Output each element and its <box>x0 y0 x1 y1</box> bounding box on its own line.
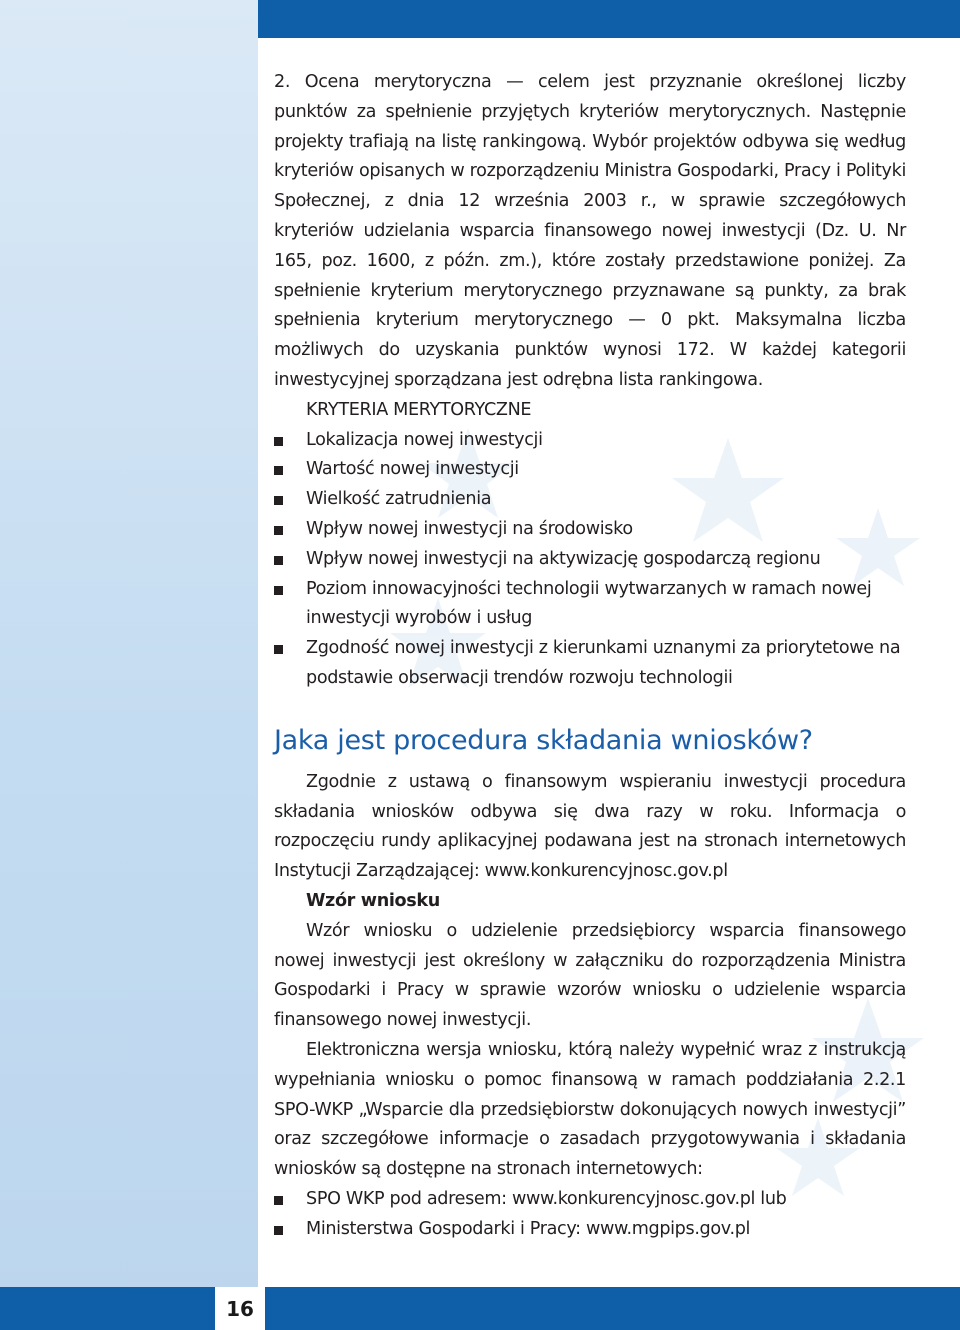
link-item-ministry: Ministerstwa Gospodarki i Pracy: www.mgpips.gov.pl <box>274 1215 906 1245</box>
top-header-bar <box>258 0 960 38</box>
criteria-item: Wpływ nowej inwestycji na środowisko <box>274 515 906 545</box>
criteria-heading: KRYTERIA MERYTORYCZNE <box>306 399 532 420</box>
criteria-item: Poziom innowacyjności technologii wytwarzanych w ramach nowej inwestycji wyrobów i usług <box>274 575 906 635</box>
intro-paragraph: 2. Ocena merytoryczna — celem jest przyznanie określonej liczby punktów za spełnienie przyjętych kryteriów merytorycznych. Następnie projekty trafiają na listę rankingową. Wybór projektów odbywa się według kryteriów opisanych w rozporządzeniu Ministra Gospodarki, Pracy i Polityki Społecznej, z dnia 12 września 2003 r., w sprawie szczegółowych kryteriów udzielania wsparcia finansowego nowej inwestycji (Dz. U. Nr 165, poz. 1600, z późn. zm.), które zostały przedstawione poniżej. Za spełnienie kryterium merytorycznego przyznawane są punkty, za brak spełnienia kryterium merytorycznego — 0 pkt. Maksymalna liczba możliwych do uzyskania punktów wynosi 172. W każdej kategorii inwestycyjnej sporządzana jest odrębna lista rankingowa. <box>274 72 906 390</box>
link-item-spo-wkp: SPO WKP pod adresem: www.konkurencyjnosc.gov.pl lub <box>274 1185 906 1215</box>
criteria-item: Zgodność nowej inwestycji z kierunkami uznanymi za priorytetowe na podstawie obserwacji trendów rozwoju technologii <box>274 634 906 694</box>
electronic-version-paragraph: Elektroniczna wersja wniosku, którą należy wypełnić wraz z instrukcją wypełniania wniosku o pomoc finansową w ramach poddziałania 2.2.1 SPO-WKP „Wsparcie dla przedsiębiorstw dokonujących nowych inwestycji” oraz szczegółowe informacje o zasadach przygotowywania i składania wniosków są dostępne na stronach internetowych: <box>274 1039 906 1180</box>
criteria-item: Wpływ nowej inwestycji na aktywizację gospodarczą regionu <box>274 545 906 575</box>
section-title: Jaka jest procedura składania wniosków? <box>274 724 813 756</box>
links-list <box>274 1185 906 1245</box>
page-number: 16 <box>215 1287 265 1330</box>
bottom-footer-bar <box>0 1287 960 1330</box>
left-sidebar-band <box>0 0 258 1330</box>
criteria-list <box>274 426 906 694</box>
criteria-item: Wielkość zatrudnienia <box>274 485 906 515</box>
page-content <box>274 68 906 1244</box>
form-paragraph: Wzór wniosku o udzielenie przedsiębiorcy wsparcia finansowego nowej inwestycji jest określony w załączniku do rozporządzenia Ministra Gospodarki i Pracy w sprawie wzorów wniosku o udzielenie wsparcia finansowego nowej inwestycji. <box>274 920 906 1031</box>
criteria-item: Lokalizacja nowej inwestycji <box>274 426 906 456</box>
form-subheading: Wzór wniosku <box>306 890 440 911</box>
procedure-paragraph: Zgodnie z ustawą o finansowym wspieraniu inwestycji procedura składania wniosków odbywa się dwa razy w roku. Informacja o rozpoczęciu rundy aplikacyjnej podawana jest na stronach internetowych Instytucji Zarządzającej: www.konkurencyjnosc.gov.pl <box>274 771 906 882</box>
criteria-item: Wartość nowej inwestycji <box>274 455 906 485</box>
